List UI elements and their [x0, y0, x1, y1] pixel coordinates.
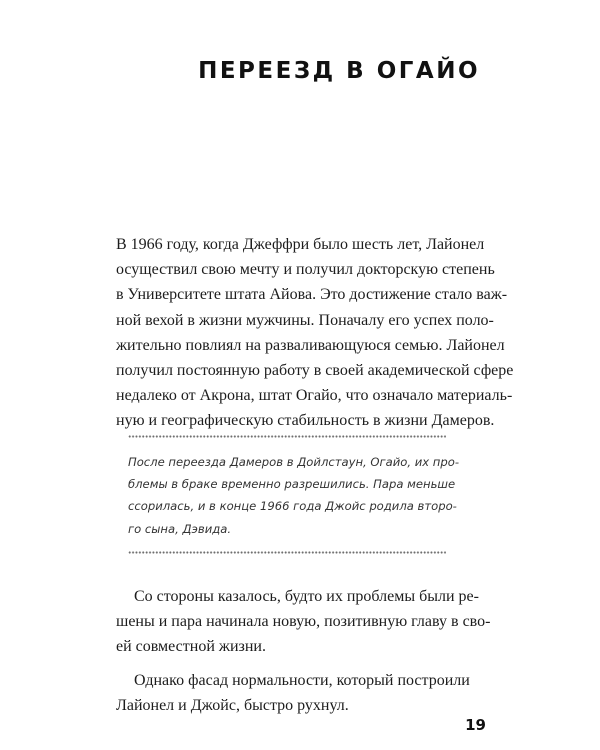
text-line: ной вехой в жизни мужчины. Поначалу его успех поло-	[116, 311, 494, 329]
inset-line: блемы в браке временно разрешились. Пара меньше	[128, 477, 456, 492]
text-line: шены и пара начинала новую, позитивную главу в сво-	[116, 613, 491, 631]
paragraph-gap	[116, 660, 456, 668]
text-line: Однако фасад нормальности, который построили	[134, 671, 470, 689]
text-line: В 1966 году, когда Джеффри было шесть лет, Лайонел	[116, 236, 485, 253]
text-line: недалеко от Акрона, штат Огайо, что означало материаль-	[116, 387, 513, 405]
dotted-divider-top	[128, 435, 446, 440]
text-line: осуществил свою мечту и получил докторскую степень	[116, 261, 495, 279]
paragraph-1	[116, 232, 514, 434]
text-line: получил постоянную работу в своей академической сфере	[116, 362, 514, 380]
inset-note	[128, 451, 460, 540]
inset-line: ссорилась, и в конце 1966 года Джойс родила второ-	[128, 499, 457, 514]
text-line: в Университете штата Айова. Это достижение стало важ-	[116, 286, 508, 304]
text-line: Лайонел и Джойс, быстро рухнул.	[116, 696, 349, 714]
text-line: ей совместной жизни.	[116, 638, 266, 656]
inset-line: После переезда Дамеров в Дойлстаун, Огайо, их про-	[128, 455, 460, 469]
text-line: жительно повлиял на разваливающуюся семью. Лайонел	[116, 336, 505, 354]
inset-line: го сына, Дэвида.	[128, 521, 232, 536]
chapter-title: ПЕРЕЕЗД В ОГАЙО	[198, 58, 480, 84]
text-line: Со стороны казалось, будто их проблемы были ре-	[134, 588, 479, 605]
page-number: 19	[465, 716, 486, 734]
closing-text	[116, 584, 491, 718]
dotted-divider-bottom	[128, 551, 446, 556]
text-line: ную и географическую стабильность в жизни Дамеров.	[116, 412, 495, 430]
